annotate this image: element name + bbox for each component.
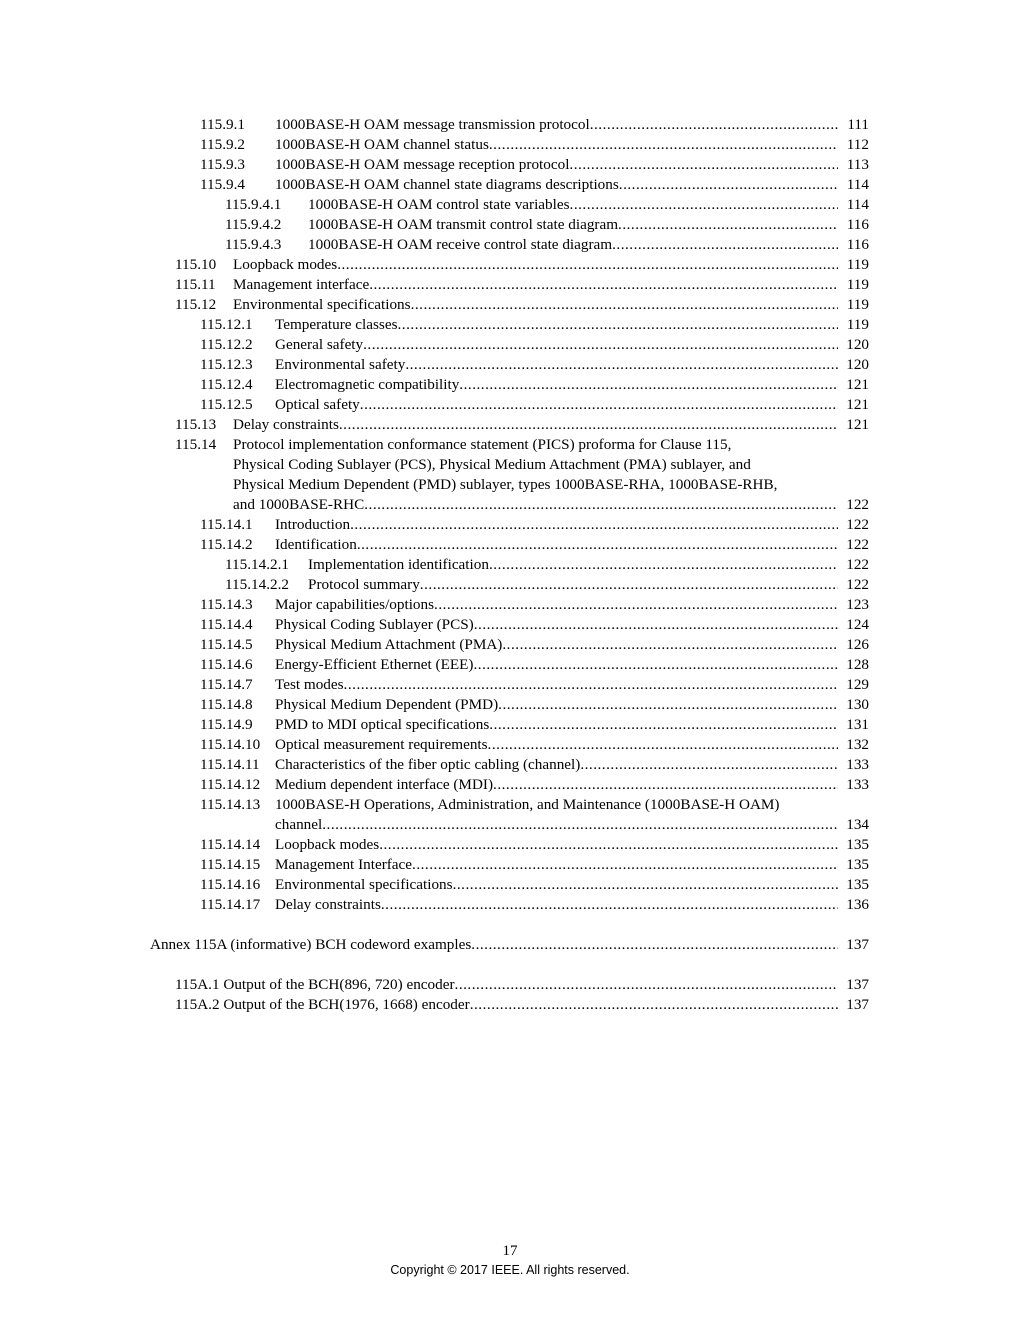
toc-entry-number: 115.14.11 <box>200 756 260 773</box>
toc-entry[interactable] <box>0 775 1020 795</box>
toc-entry-number: 115.14.16 <box>200 876 261 893</box>
dot-leader <box>473 655 838 675</box>
toc-entry-number: 115.12.4 <box>200 376 253 393</box>
toc-entry[interactable] <box>0 735 1020 755</box>
toc-entry-number: 115.14.2 <box>200 536 253 553</box>
toc-entry-number: 115.14.12 <box>200 776 261 793</box>
toc-entry-page: 135 <box>846 856 869 873</box>
toc-entry[interactable] <box>0 415 1020 435</box>
toc-entry-page: 116 <box>846 236 869 253</box>
toc-entry-number: 115.9.3 <box>200 156 245 173</box>
toc-entry[interactable] <box>0 675 1020 695</box>
toc-entry[interactable] <box>0 575 1020 595</box>
toc-entry[interactable] <box>0 215 1020 235</box>
toc-entry-page: 119 <box>846 256 869 273</box>
toc-entry-title: Physical Coding Sublayer (PCS) <box>275 616 474 633</box>
dot-leader <box>420 575 838 595</box>
toc-entry-page: 133 <box>846 756 869 773</box>
toc-entry-title: Optical safety <box>275 396 360 413</box>
dot-leader <box>619 175 838 195</box>
toc-entry-title: Annex 115A (informative) BCH codeword examples <box>150 936 472 953</box>
toc-entry-number: 115.14.2.2 <box>225 576 289 593</box>
toc-entry[interactable] <box>0 435 1020 515</box>
toc-entry-number: 115.14 <box>175 436 217 453</box>
toc-entry-title: Physical Medium Dependent (PMD) <box>275 696 499 713</box>
toc-entry-title: Management Interface <box>275 856 413 873</box>
toc-entry-title: Management interface <box>233 276 370 293</box>
toc-entry[interactable] <box>0 115 1020 135</box>
toc-entry-page: 137 <box>846 996 869 1013</box>
toc-entry-number: 115.9.4.2 <box>225 216 282 233</box>
toc-entry-page: 122 <box>846 576 869 593</box>
toc-entry[interactable] <box>0 935 1020 955</box>
toc-entry-title: 1000BASE-H OAM transmit control state diagram <box>308 216 619 233</box>
toc-entry[interactable] <box>0 295 1020 315</box>
dot-leader <box>379 835 838 855</box>
toc-entry-title: Electromagnetic compatibility <box>275 376 460 393</box>
toc-entry[interactable] <box>0 155 1020 175</box>
toc-entry-title: Energy-Efficient Ethernet (EEE) <box>275 656 474 673</box>
toc-entry[interactable] <box>0 135 1020 155</box>
toc-entry-number: 115.14.5 <box>200 636 253 653</box>
toc-entry[interactable] <box>0 615 1020 635</box>
toc-entry-number: 115.14.3 <box>200 596 253 613</box>
toc-entry-page: 122 <box>846 496 869 513</box>
toc-entry[interactable] <box>0 255 1020 275</box>
toc-entry-page: 114 <box>846 176 869 193</box>
toc-entry[interactable] <box>0 755 1020 775</box>
toc-entry-page: 124 <box>846 616 869 633</box>
toc-entry-page: 112 <box>846 136 869 153</box>
toc-entry-title: 1000BASE-H OAM receive control state diagram <box>308 236 613 253</box>
toc-entry[interactable] <box>0 855 1020 875</box>
toc-entry-page: 122 <box>846 516 869 533</box>
dot-leader <box>569 155 838 175</box>
toc-entry-title: Loopback modes <box>233 256 338 273</box>
toc-entry-title: Delay constraints <box>275 896 381 913</box>
toc-entry-page: 114 <box>846 196 869 213</box>
toc-entry-page: 126 <box>846 636 869 653</box>
toc-entry-page: 119 <box>846 316 869 333</box>
dot-leader <box>322 815 838 835</box>
toc-entry-title: channel <box>275 816 323 833</box>
dot-leader <box>344 675 838 695</box>
toc-entry-title: Protocol implementation conformance statement (PICS) proforma for Clause 115, <box>233 436 732 453</box>
toc-entry[interactable] <box>0 655 1020 675</box>
toc-entry-number: 115.12.2 <box>200 336 253 353</box>
toc-entry-title: 1000BASE-H OAM control state variables <box>308 196 570 213</box>
toc-entry-page: 136 <box>846 896 869 913</box>
dot-leader <box>455 975 838 995</box>
toc-entry[interactable] <box>0 275 1020 295</box>
toc-entry-number: 115.9.1 <box>200 116 245 133</box>
toc-entry-title: PMD to MDI optical specifications <box>275 716 490 733</box>
toc-entry-title: 115A.1 Output of the BCH(896, 720) encoder <box>175 976 455 993</box>
toc-entry-number: 115.9.4.1 <box>225 196 282 213</box>
copyright-notice: Copyright © 2017 IEEE. All rights reserved. <box>390 1263 630 1277</box>
toc-entry-number: 115.11 <box>175 276 216 293</box>
toc-entry-title: Characteristics of the fiber optic cabling (channel) <box>275 756 581 773</box>
toc-entry-page: 119 <box>846 296 869 313</box>
toc-entry-page: 137 <box>846 976 869 993</box>
toc-entry-number: 115.9.2 <box>200 136 245 153</box>
dot-leader <box>364 495 838 515</box>
toc-entry-page: 129 <box>846 676 869 693</box>
toc-entry[interactable] <box>0 875 1020 895</box>
toc-entry[interactable] <box>0 715 1020 735</box>
toc-entry[interactable] <box>0 795 1020 835</box>
toc-entry[interactable] <box>0 355 1020 375</box>
dot-leader <box>488 735 838 755</box>
dot-leader <box>459 375 838 395</box>
toc-entry-page: 132 <box>846 736 869 753</box>
toc-entry-number: 115.12.1 <box>200 316 253 333</box>
toc-entry[interactable] <box>0 235 1020 255</box>
toc-entry-page: 134 <box>846 816 869 833</box>
toc-entry-number: 115.14.14 <box>200 836 261 853</box>
toc-entry[interactable] <box>0 375 1020 395</box>
dot-leader <box>360 395 838 415</box>
toc-entry[interactable] <box>0 595 1020 615</box>
toc-entry-page: 122 <box>846 536 869 553</box>
toc-entry[interactable] <box>0 195 1020 215</box>
dot-leader <box>337 255 838 275</box>
toc-entry-number: 115.14.4 <box>200 616 253 633</box>
toc-entry-page: 116 <box>846 216 869 233</box>
toc-entry-page: 111 <box>847 116 869 133</box>
toc-entry-number: 115.14.1 <box>200 516 253 533</box>
toc-entry-title: 1000BASE-H OAM channel status <box>275 136 489 153</box>
dot-leader <box>453 875 838 895</box>
dot-leader <box>405 355 838 375</box>
toc-entry[interactable] <box>0 555 1020 575</box>
toc-entry-title: Physical Medium Attachment (PMA) <box>275 636 503 653</box>
toc-entry[interactable] <box>0 995 1020 1015</box>
toc-entry-number: 115.14.9 <box>200 716 253 733</box>
toc-entry-title: Identification <box>275 536 357 553</box>
toc-entry-page: 120 <box>846 336 869 353</box>
dot-leader <box>350 515 838 535</box>
toc-entry-number: 115.14.2.1 <box>225 556 289 573</box>
toc-entry[interactable] <box>0 635 1020 655</box>
toc-entry[interactable] <box>0 695 1020 715</box>
dot-leader <box>357 535 838 555</box>
dot-leader <box>434 595 838 615</box>
dot-leader <box>381 895 838 915</box>
dot-leader <box>412 855 838 875</box>
table-of-contents <box>0 115 1020 1015</box>
toc-entry-title: 115A.2 Output of the BCH(1976, 1668) encoder <box>175 996 470 1013</box>
dot-leader <box>489 555 838 575</box>
dot-leader <box>489 135 838 155</box>
toc-entry-number: 115.10 <box>175 256 217 273</box>
toc-entry-number: 115.14.17 <box>200 896 261 913</box>
toc-entry-title: General safety <box>275 336 364 353</box>
toc-entry-number: 115.14.15 <box>200 856 261 873</box>
toc-entry[interactable] <box>0 175 1020 195</box>
toc-entry-number: 115.14.7 <box>200 676 253 693</box>
toc-entry-page: 113 <box>846 156 869 173</box>
toc-entry-title: Implementation identification <box>308 556 489 573</box>
toc-entry-title: Environmental specifications <box>233 296 411 313</box>
toc-entry-number: 115.12.3 <box>200 356 253 373</box>
toc-entry[interactable] <box>0 895 1020 915</box>
toc-entry[interactable] <box>0 835 1020 855</box>
toc-entry-title: 1000BASE-H OAM message reception protocol <box>275 156 570 173</box>
toc-entry[interactable] <box>0 395 1020 415</box>
toc-entry-number: 115.14.13 <box>200 796 261 813</box>
toc-entry-number: 115.9.4 <box>200 176 245 193</box>
toc-entry[interactable] <box>0 515 1020 535</box>
toc-entry-page: 131 <box>846 716 869 733</box>
dot-leader <box>493 775 838 795</box>
toc-entry-title: Environmental specifications <box>275 876 453 893</box>
toc-entry[interactable] <box>0 975 1020 995</box>
toc-entry-title: Optical measurement requirements <box>275 736 488 753</box>
toc-entry-page: 120 <box>846 356 869 373</box>
dot-leader <box>369 275 838 295</box>
toc-entry-title: Loopback modes <box>275 836 380 853</box>
toc-entry-title: Physical Medium Dependent (PMD) sublayer, types 1000BASE-RHA, 1000BASE-RHB, <box>233 476 778 493</box>
toc-entry-title: 1000BASE-H Operations, Administration, and Maintenance (1000BASE-H OAM) <box>275 796 780 813</box>
toc-entry-title: 1000BASE-H OAM message transmission protocol <box>275 116 590 133</box>
toc-entry-title: Major capabilities/options <box>275 596 435 613</box>
toc-entry-page: 122 <box>846 556 869 573</box>
toc-entry[interactable] <box>0 315 1020 335</box>
toc-entry-page: 123 <box>846 596 869 613</box>
toc-entry-number: 115.14.6 <box>200 656 253 673</box>
toc-entry-title: Test modes <box>275 676 344 693</box>
dot-leader <box>502 635 838 655</box>
toc-entry-page: 119 <box>846 276 869 293</box>
toc-entry-page: 121 <box>846 416 869 433</box>
page-number: 17 <box>502 1243 518 1259</box>
toc-entry-number: 115.14.8 <box>200 696 253 713</box>
dot-leader <box>580 755 838 775</box>
toc-entry-page: 137 <box>846 936 869 953</box>
toc-entry-title: Medium dependent interface (MDI) <box>275 776 494 793</box>
dot-leader <box>590 115 838 135</box>
dot-leader <box>339 415 838 435</box>
toc-entry-page: 121 <box>846 376 869 393</box>
dot-leader <box>398 315 839 335</box>
toc-entry-title: Introduction <box>275 516 351 533</box>
toc-entry-page: 130 <box>846 696 869 713</box>
dot-leader <box>471 935 838 955</box>
toc-entry[interactable] <box>0 535 1020 555</box>
toc-entry-title: Temperature classes <box>275 316 398 333</box>
toc-entry-number: 115.13 <box>175 416 217 433</box>
toc-entry-page: 128 <box>846 656 869 673</box>
toc-entry-page: 133 <box>846 776 869 793</box>
dot-leader <box>470 995 838 1015</box>
toc-entry-number: 115.14.10 <box>200 736 261 753</box>
toc-entry-number: 115.12 <box>175 296 217 313</box>
toc-entry-title: Environmental safety <box>275 356 406 373</box>
toc-entry-title: Delay constraints <box>233 416 339 433</box>
toc-entry-title: 1000BASE-H OAM channel state diagrams descriptions <box>275 176 619 193</box>
toc-entry-title: Physical Coding Sublayer (PCS), Physical Medium Attachment (PMA) sublayer, and <box>233 456 751 473</box>
dot-leader <box>612 235 838 255</box>
toc-entry-page: 135 <box>846 836 869 853</box>
toc-entry-title: and 1000BASE-RHC <box>233 496 365 513</box>
dot-leader <box>570 195 838 215</box>
dot-leader <box>363 335 838 355</box>
toc-entry-title: Protocol summary <box>308 576 420 593</box>
toc-entry-number: 115.12.5 <box>200 396 253 413</box>
dot-leader <box>489 715 838 735</box>
toc-entry[interactable] <box>0 335 1020 355</box>
dot-leader <box>474 615 838 635</box>
toc-entry-page: 121 <box>846 396 869 413</box>
dot-leader <box>618 215 838 235</box>
dot-leader <box>411 295 838 315</box>
toc-entry-number: 115.9.4.3 <box>225 236 282 253</box>
toc-entry-page: 135 <box>846 876 869 893</box>
dot-leader <box>498 695 838 715</box>
